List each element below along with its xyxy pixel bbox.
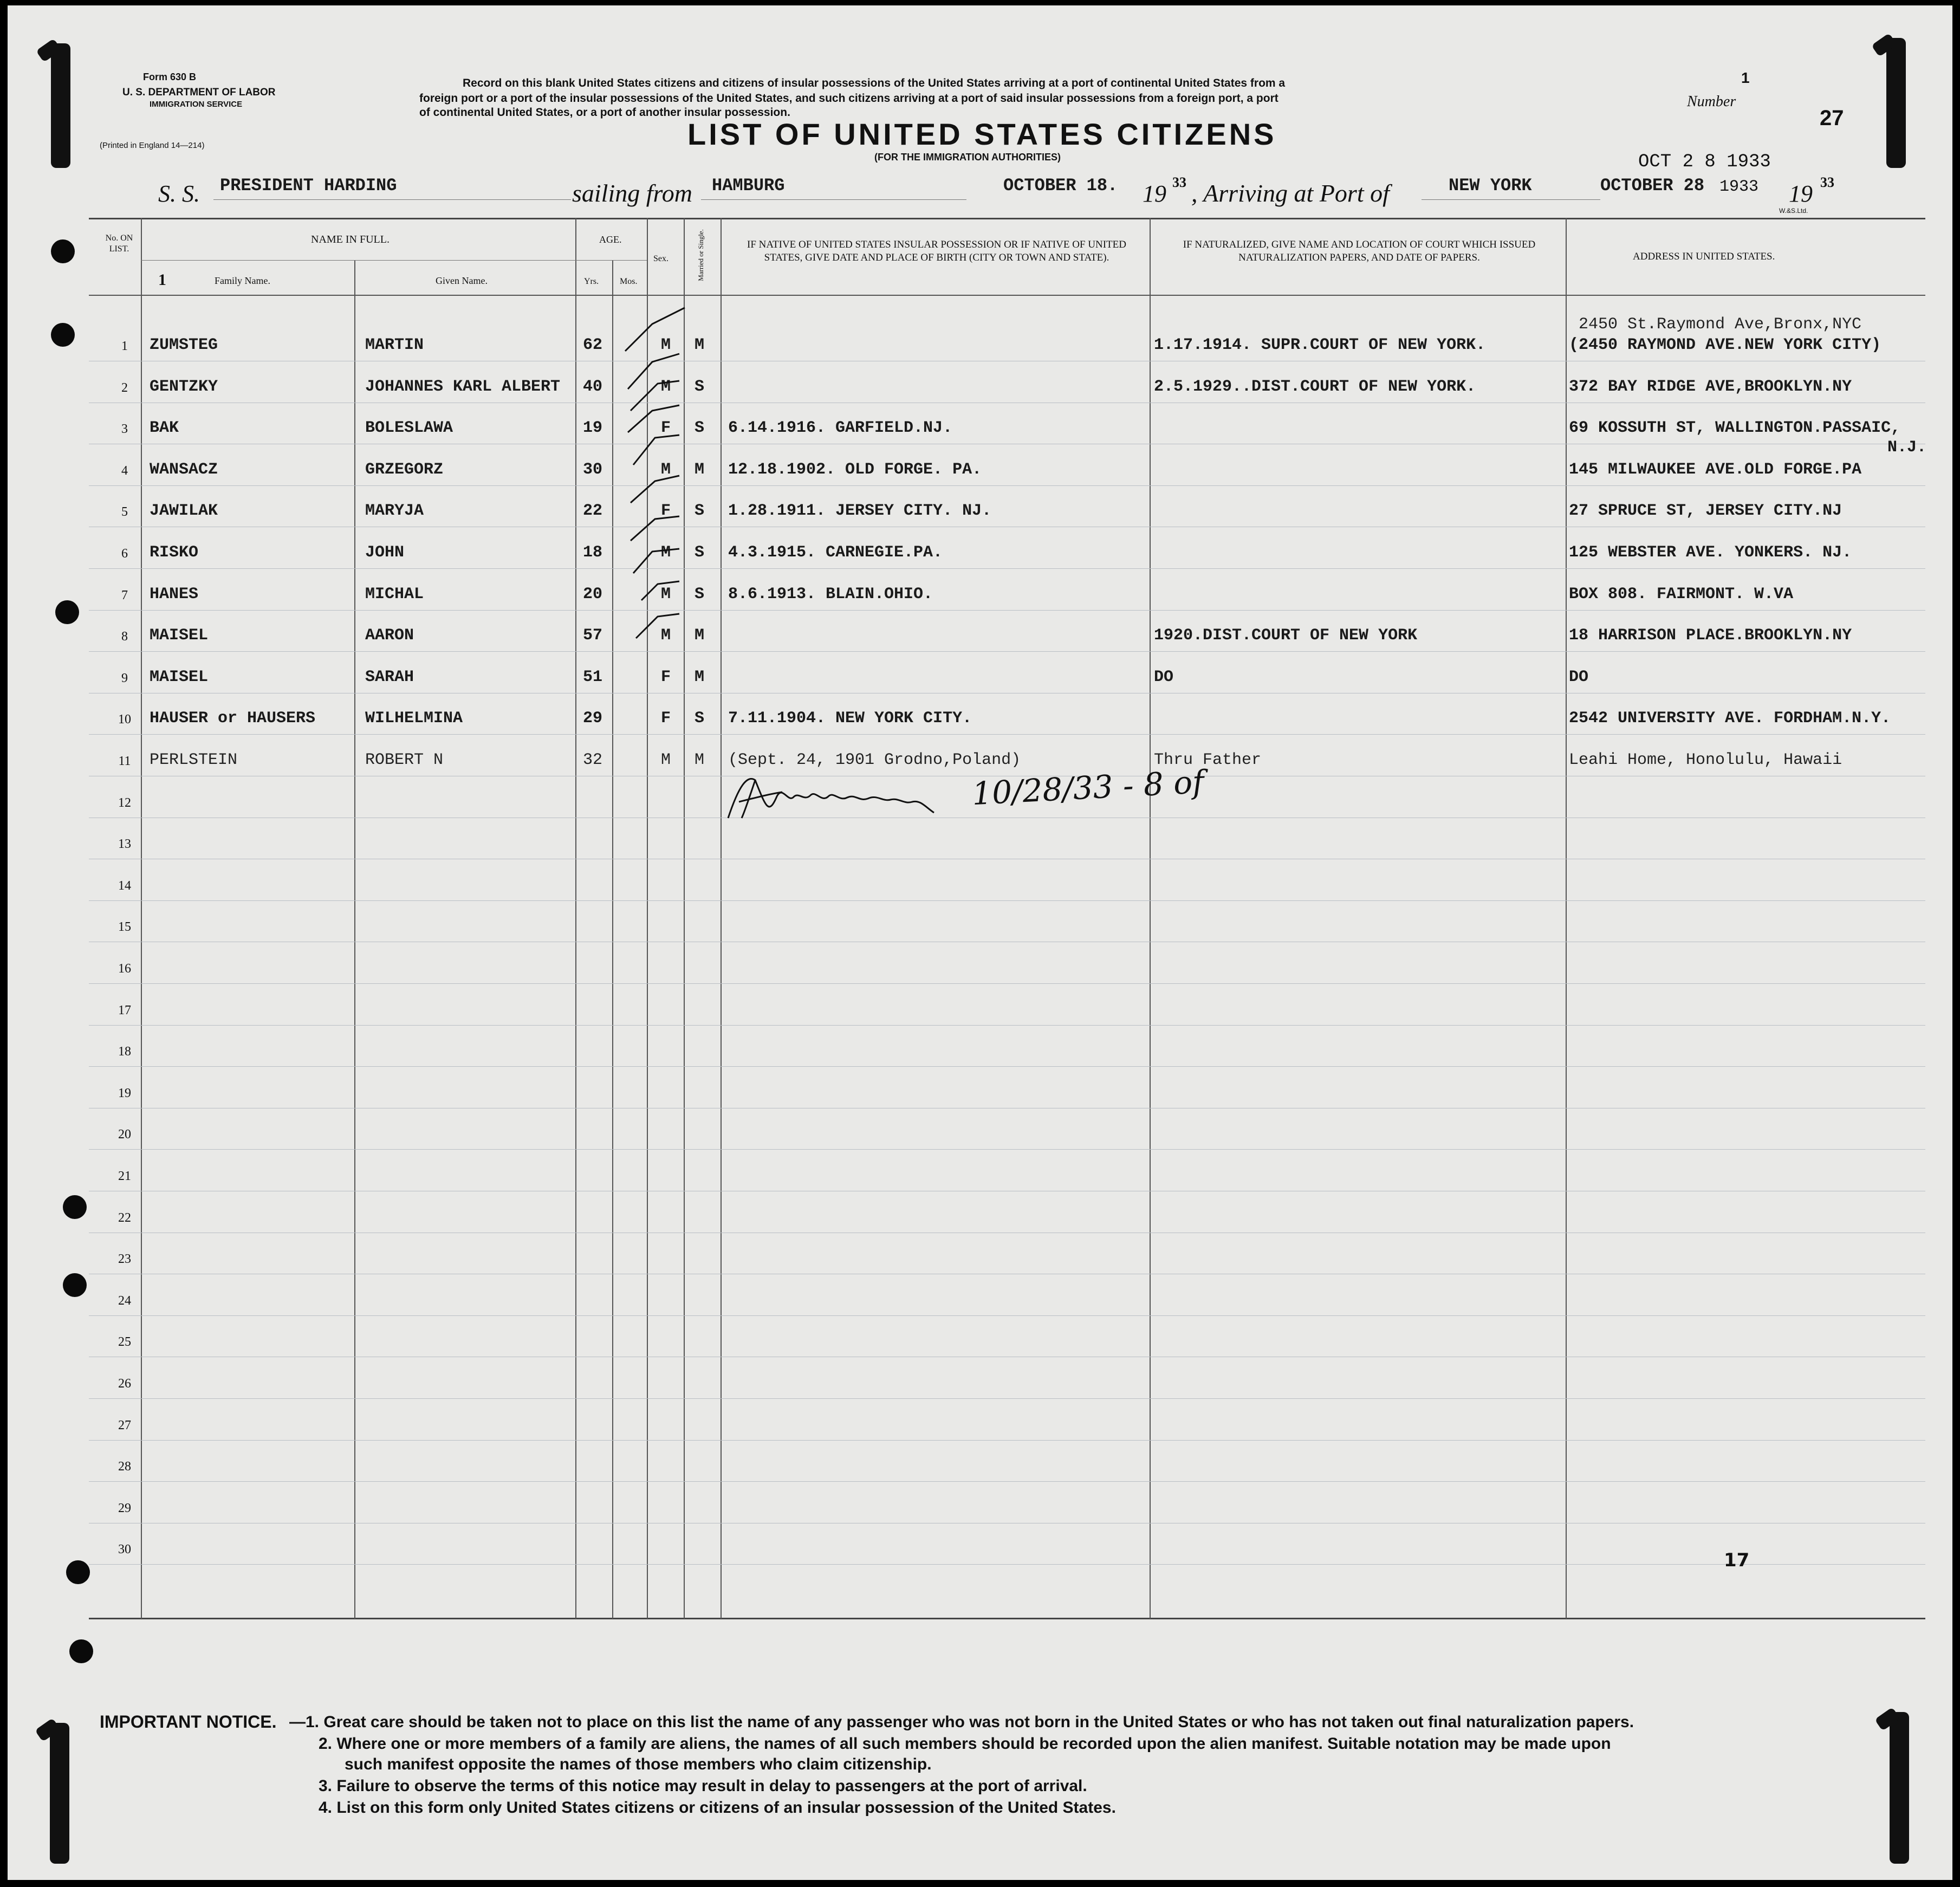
arrival-year: 33	[1820, 174, 1834, 190]
sailing-from-rule	[701, 199, 966, 200]
row-rule	[89, 568, 1925, 569]
cell-family: MAISEL	[150, 626, 209, 645]
sail-date: OCTOBER 18.	[1003, 176, 1118, 196]
cell-sex: F	[661, 667, 671, 686]
cell-family: WANSACZ	[150, 460, 218, 479]
sailing-from-port: HAMBURG	[712, 176, 785, 196]
row-number: 24	[118, 1293, 131, 1308]
cell-sex: F	[661, 502, 671, 521]
film-frame-mark-bottom-right	[1890, 1712, 1909, 1864]
row-number: 15	[118, 920, 131, 935]
cell-given: GRZEGORZ	[365, 460, 444, 479]
cell-ms: S	[695, 585, 705, 604]
row-number: 29	[118, 1501, 131, 1515]
cell-addr: 372 BAY RIDGE AVE,BROOKLYN.NY	[1569, 377, 1852, 396]
row-number: 6	[121, 547, 128, 561]
cell-ms: S	[695, 502, 705, 521]
cell-given: ROBERT N	[365, 751, 444, 769]
cell-birth: 7.11.1904. NEW YORK CITY.	[728, 709, 972, 728]
row-number: 19	[118, 1086, 131, 1100]
row-number: 5	[121, 505, 128, 520]
cell-family: BAK	[150, 419, 179, 438]
cell-addr: 27 SPRUCE ST, JERSEY CITY.NJ	[1569, 502, 1842, 521]
row-number: 20	[118, 1127, 131, 1142]
row-rule	[89, 485, 1925, 486]
table-head-rule	[89, 295, 1925, 296]
cell-birth: 6.14.1916. GARFIELD.NJ.	[728, 419, 953, 438]
cell-addr: Leahi Home, Honolulu, Hawaii	[1569, 751, 1842, 769]
header-given-name: Given Name.	[436, 275, 488, 286]
cell-ms: S	[695, 419, 705, 438]
cell-birth: (Sept. 24, 1901 Grodno,Poland)	[728, 751, 1021, 769]
cell-given: SARAH	[365, 667, 414, 686]
row-rule	[89, 983, 1925, 984]
header-no-text: No. ON LIST.	[105, 234, 133, 254]
notice-item-3: 3. Failure to observe the terms of this notice may result in delay to passengers at the port of arrival.	[319, 1777, 1087, 1795]
cell-ms: S	[695, 543, 705, 562]
row-rule	[89, 610, 1925, 611]
row-number: 21	[118, 1169, 131, 1183]
cell-yrs: 29	[583, 709, 603, 728]
row-rule	[89, 1066, 1925, 1067]
document-title: LIST OF UNITED STATES CITIZENS	[687, 117, 1277, 151]
row-number: 27	[118, 1418, 131, 1432]
sailing-from-label: sailing from	[572, 179, 692, 207]
row-number: 22	[118, 1210, 131, 1225]
printer-mark: W.&S.Ltd.	[1779, 207, 1808, 215]
binder-hole	[63, 1195, 87, 1219]
binder-hole	[51, 323, 75, 347]
cell-sex: F	[661, 419, 671, 438]
arrival-date-stamp: 1933	[1719, 178, 1759, 196]
cell-sex: M	[661, 377, 671, 396]
row-number: 14	[118, 878, 131, 893]
handwritten-date: 10/28/33 - 8 of	[971, 763, 1205, 813]
row-number: 4	[121, 463, 128, 478]
cell-nat: 1.17.1914. SUPR.COURT OF NEW YORK.	[1154, 336, 1486, 354]
cell-family: HAUSER or HAUSERS	[150, 709, 316, 728]
cell-given: BOLESLAWA	[365, 419, 453, 438]
cell-addr-above: 2450 St.Raymond Ave,Bronx,NYC	[1579, 315, 1862, 334]
col-divider	[354, 260, 355, 1619]
list-number: 27	[1820, 106, 1844, 130]
col-divider	[612, 260, 613, 1619]
cell-sex: M	[661, 626, 671, 645]
header-age: AGE.	[599, 234, 622, 245]
row-number: 7	[121, 588, 128, 602]
ship-name-rule	[213, 199, 571, 200]
binder-hole	[51, 239, 75, 263]
col-divider	[575, 218, 576, 1619]
header-yrs: Yrs.	[584, 277, 599, 286]
check-marks	[620, 302, 706, 714]
row-rule	[89, 900, 1925, 901]
cell-yrs: 62	[583, 336, 603, 354]
row-number: 18	[118, 1045, 131, 1059]
header-naturalized-text: IF NATURALIZED, GIVE NAME AND LOCATION OF COURT WHICH ISSUED NATURALIZATION PAPERS, AND DATE OF PAPERS.	[1183, 239, 1536, 263]
row-rule	[89, 1149, 1925, 1150]
cell-yrs: 40	[583, 377, 603, 396]
binder-hole	[63, 1273, 87, 1297]
cell-family: PERLSTEIN	[150, 751, 238, 769]
row-number: 16	[118, 962, 131, 976]
cell-given: MICHAL	[365, 585, 424, 604]
cell-ms: M	[695, 336, 705, 354]
cell-sex: M	[661, 751, 671, 769]
cell-addr: 145 MILWAUKEE AVE.OLD FORGE.PA	[1569, 460, 1862, 479]
cell-ms: M	[695, 626, 705, 645]
col-divider	[721, 218, 722, 1619]
cell-ms: M	[695, 460, 705, 479]
row-rule	[89, 734, 1925, 735]
page-mark: 17	[1724, 1549, 1750, 1571]
document-subtitle: (FOR THE IMMIGRATION AUTHORITIES)	[874, 152, 1061, 163]
table-top-rule	[89, 218, 1925, 219]
instructions-line-1: Record on this blank United States citizens and citizens of insular possessions of the United States arriving at a port of continental United States from a	[463, 77, 1286, 89]
row-number: 2	[121, 380, 128, 395]
list-number-top: 1	[1741, 69, 1750, 86]
arrival-date: OCTOBER 28	[1600, 176, 1705, 196]
cell-addr: 69 KOSSUTH ST, WALLINGTON.PASSAIC,	[1569, 419, 1901, 438]
row-number: 23	[118, 1252, 131, 1267]
cell-ms: M	[695, 751, 705, 769]
header-family-name: Family Name.	[215, 275, 270, 286]
cell-sex: F	[661, 709, 671, 728]
cell-birth: 4.3.1915. CARNEGIE.PA.	[728, 543, 943, 562]
number-label: Number	[1687, 93, 1736, 110]
binder-hole	[55, 600, 79, 624]
film-frame-mark-top-left	[51, 43, 70, 168]
cell-sex: M	[661, 543, 671, 562]
cell-addr: 125 WEBSTER AVE. YONKERS. NJ.	[1569, 543, 1852, 562]
service-name: IMMIGRATION SERVICE	[150, 100, 243, 109]
notice-item-2-cont: such manifest opposite the names of those members who claim citizenship.	[345, 1755, 932, 1773]
ship-name: PRESIDENT HARDING	[220, 176, 397, 196]
cell-nat: Thru Father	[1154, 751, 1262, 769]
cell-birth: 8.6.1913. BLAIN.OHIO.	[728, 585, 933, 604]
cell-yrs: 30	[583, 460, 603, 479]
row-rule	[89, 1315, 1925, 1316]
row-number: 30	[118, 1542, 131, 1557]
cell-addr: DO	[1569, 667, 1589, 686]
row-rule	[89, 1440, 1925, 1441]
row-number: 3	[121, 422, 128, 437]
row-number: 1	[121, 339, 128, 353]
date-stamp: OCT 2 8 1933	[1638, 152, 1771, 172]
row-rule	[89, 1564, 1925, 1565]
col-divider	[141, 218, 142, 1619]
row-number: 17	[118, 1003, 131, 1017]
header-address: ADDRESS IN UNITED STATES.	[1633, 251, 1775, 262]
inspector-signature	[717, 764, 966, 829]
row-number: 13	[118, 837, 131, 852]
cell-ms: S	[695, 709, 705, 728]
arriving-label: , Arriving at Port of	[1191, 179, 1390, 207]
header-no	[99, 233, 140, 255]
cell-yrs: 22	[583, 502, 603, 521]
row-number: 9	[121, 671, 128, 685]
form-number: Form 630 B	[143, 72, 197, 82]
cell-family: GENTZKY	[150, 377, 218, 396]
cell-yrs: 32	[583, 751, 603, 769]
col-divider	[1566, 218, 1567, 1619]
printed-in: (Printed in England 14—214)	[100, 141, 205, 150]
manifest-page	[8, 5, 1952, 1880]
cell-given: JOHN	[365, 543, 405, 562]
header-sex: Sex.	[653, 254, 669, 263]
binder-hole	[69, 1639, 93, 1663]
cell-ms: S	[695, 377, 705, 396]
cell-family: MAISEL	[150, 667, 209, 686]
notice-item-1: —1. Great care should be taken not to place on this list the name of any passenger who was not born in the United States or who has not taken out final naturalization papers.	[289, 1713, 1634, 1731]
row-rule	[89, 1398, 1925, 1399]
cell-addr: (2450 RAYMOND AVE.NEW YORK CITY)	[1569, 336, 1881, 354]
cell-family: HANES	[150, 585, 199, 604]
row-rule	[89, 651, 1925, 652]
header-name-in-full: NAME IN FULL.	[311, 234, 390, 245]
row-number: 25	[118, 1335, 131, 1350]
notice-item-2: 2. Where one or more members of a family are aliens, the names of all such members should be recorded upon the alien manifest. Suitable notation may be made upon	[319, 1735, 1611, 1753]
cell-yrs: 19	[583, 419, 603, 438]
header-married: Married or Single.	[697, 229, 705, 281]
header-birth-text: IF NATIVE OF UNITED STATES INSULAR POSSESSION OR IF NATIVE OF UNITED STATES, GIVE DATE AND PLACE OF BIRTH (CITY OR TOWN AND STATE).	[747, 239, 1126, 263]
cell-nat: 1920.DIST.COURT OF NEW YORK	[1154, 626, 1418, 645]
cell-ms: M	[695, 667, 705, 686]
arrival-port-rule	[1422, 199, 1600, 200]
cell-addr: BOX 808. FAIRMONT. W.VA	[1569, 585, 1794, 604]
sail-year: 33	[1172, 174, 1186, 190]
cell-sex: M	[661, 585, 671, 604]
row-number: 10	[118, 712, 131, 727]
cell-family: JAWILAK	[150, 502, 218, 521]
cell-birth: 12.18.1902. OLD FORGE. PA.	[728, 460, 982, 479]
cell-addr: 18 HARRISON PLACE.BROOKLYN.NY	[1569, 626, 1852, 645]
arrival-port: NEW YORK	[1449, 176, 1532, 196]
header-birth	[734, 238, 1140, 264]
cell-given: JOHANNES KARL ALBERT	[365, 377, 561, 396]
cell-yrs: 51	[583, 667, 603, 686]
film-frame-mark-bottom-left	[50, 1723, 69, 1864]
notice-heading: IMPORTANT NOTICE.	[100, 1712, 277, 1732]
cell-birth: 1.28.1911. JERSEY CITY. NJ.	[728, 502, 992, 521]
cell-addr: 2542 UNIVERSITY AVE. FORDHAM.N.Y.	[1569, 709, 1891, 728]
name-age-subrule	[141, 260, 647, 261]
cell-sex: M	[661, 460, 671, 479]
row-number: 28	[118, 1460, 131, 1474]
row-number: 26	[118, 1377, 131, 1391]
ship-prefix: S. S.	[158, 180, 200, 207]
row-number: 8	[121, 630, 128, 644]
film-frame-mark-top-right	[1886, 38, 1906, 168]
cell-yrs: 20	[583, 585, 603, 604]
cell-addr-below: N.J.	[1887, 438, 1927, 457]
family-mark: 1	[158, 271, 166, 289]
binder-hole	[66, 1560, 90, 1584]
arrival-year-prefix: 19	[1789, 180, 1813, 207]
table-bottom-rule	[89, 1618, 1925, 1619]
instructions-line-3: of continental United States, or a port of another insular possession.	[419, 106, 790, 119]
row-number: 11	[118, 754, 131, 768]
cell-sex: M	[661, 336, 671, 354]
col-divider	[1150, 218, 1151, 1619]
row-rule	[89, 1025, 1925, 1026]
notice-item-4: 4. List on this form only United States citizens or citizens of an insular possession of the United States.	[319, 1799, 1116, 1817]
cell-given: MARYJA	[365, 502, 424, 521]
row-rule	[89, 1481, 1925, 1482]
header-mos: Mos.	[620, 277, 638, 286]
row-number: 12	[118, 795, 131, 810]
sail-year-prefix: 19	[1143, 180, 1166, 207]
cell-given: WILHELMINA	[365, 709, 463, 728]
cell-nat: DO	[1154, 667, 1174, 686]
cell-yrs: 57	[583, 626, 603, 645]
cell-yrs: 18	[583, 543, 603, 562]
cell-nat: 2.5.1929..DIST.COURT OF NEW YORK.	[1154, 377, 1476, 396]
cell-given: MARTIN	[365, 336, 424, 354]
instructions-line-2: foreign port or a port of the insular possessions of the United States, and such citizens arriving at a port of said insular possessions from a foreign port, a port	[419, 92, 1278, 105]
cell-family: ZUMSTEG	[150, 336, 218, 354]
cell-family: RISKO	[150, 543, 199, 562]
cell-given: AARON	[365, 626, 414, 645]
header-naturalized	[1161, 238, 1557, 264]
department-name: U. S. DEPARTMENT OF LABOR	[122, 87, 276, 98]
